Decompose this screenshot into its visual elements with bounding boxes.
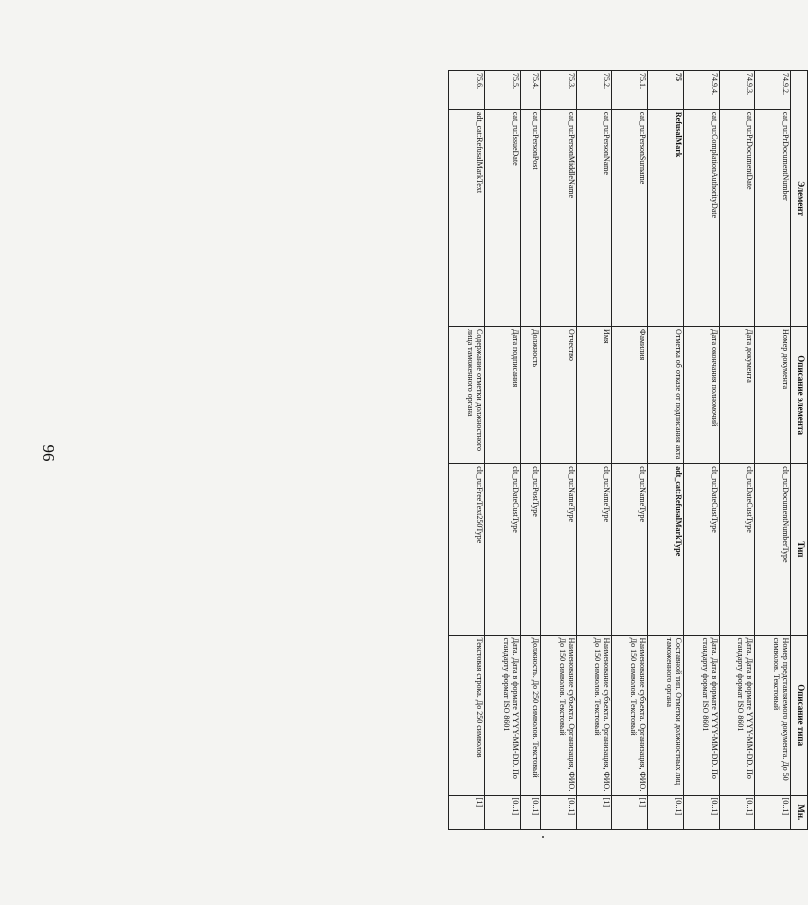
row-num: 75.4. [520,71,540,110]
row-type: clt_ru:DateCustType [484,464,520,635]
row-type-desc: Наименование субъекта. Организация, ФИО. До 150 символов. Текстовый [540,635,576,795]
row-num: 75.6. [449,71,485,110]
row-num: 75.5. [484,71,520,110]
row-type: clt_ru:PostType [520,464,540,635]
row-type-desc: Номер представляемого документа. До 50 символов. Текстовый [755,635,791,795]
rotated-table-wrapper [448,70,808,830]
page-number: 96 [39,444,58,462]
row-element-desc: Дата окончания полномочий [683,327,719,464]
row-element: adt_cat:RefusalMarkText [449,109,485,326]
row-mult: [0..1] [520,795,540,829]
row-num: 74.9.2. [755,71,791,110]
row-num: 75.3. [540,71,576,110]
table-row [484,71,520,830]
row-mult: [0..1] [755,795,791,829]
row-mult: [1] [449,795,485,829]
row-type: clt_ru:DateCustType [683,464,719,635]
row-element: cat_ru:PrDocumentDate [719,109,755,326]
row-mult: [0..1] [484,795,520,829]
row-element: RefusalMark [648,109,684,326]
row-num: 75.2. [576,71,612,110]
table-row [540,71,576,830]
row-element-desc: Дата подписания [484,327,520,464]
row-element-desc: Отметка об отказе от подписания акта [648,327,684,464]
row-type: clt_ru:NameType [576,464,612,635]
row-type-desc: Составной тип. Отметки должностных лиц таможенного органа [648,635,684,795]
row-element-desc: Отчество [540,327,576,464]
row-element: cat_ru:PrDocumentNumber [755,109,791,326]
table-header-row [791,71,808,830]
row-mult: [0..1] [540,795,576,829]
row-type-desc: Дата. Дата в формате YYYY-MM-DD. По стандарту формат ISO 8601 [683,635,719,795]
row-type: adt_cat:RefusalMarkType [648,464,684,635]
row-element-desc: Фамилия [612,327,648,464]
header-type: Тип [791,464,808,635]
row-mult: [0..1] [719,795,755,829]
row-num: 74.9.3. [719,71,755,110]
row-type: clt_ru:DateCustType [719,464,755,635]
row-element: cat_ru:IssueDate [484,109,520,326]
row-type: clt_ru:NameType [540,464,576,635]
row-element: cat_ru:PersonName [576,109,612,326]
row-element-desc: Номер документа [755,327,791,464]
row-element-desc: Дата документа [719,327,755,464]
table-row [576,71,612,830]
row-element-desc: Содержание отметки должностного лица таможенного органа [449,327,485,464]
table-row [648,71,684,830]
row-type-desc: Наименование субъекта. Организация, ФИО. До 150 символов. Текстовый [612,635,648,795]
row-num: 75.1. [612,71,648,110]
row-type-desc: Наименование субъекта. Организация, ФИО. До 150 символов. Текстовый [576,635,612,795]
table-row [449,71,485,830]
row-type-desc: Дата. Дата в формате YYYY-MM-DD. По стандарту формат ISO 8601 [719,635,755,795]
row-mult: [1] [612,795,648,829]
row-num: 75 [648,71,684,110]
row-element: cat_ru:PersonPost [520,109,540,326]
row-num: 74.9.4. [683,71,719,110]
row-element-desc: Должность [520,327,540,464]
row-mult: [1] [576,795,612,829]
row-element: cat_ru:PersonMiddleName [540,109,576,326]
row-element: cat_ru:PersonSurname [612,109,648,326]
row-type-desc: Текстовая строка. До 250 символов [449,635,485,795]
table-row [683,71,719,830]
table-row [612,71,648,830]
table-row [755,71,791,830]
header-mult: Мн. [791,795,808,829]
row-element: cat_ru:ComplationAuthorityDate [683,109,719,326]
row-type: clt_ru:NameType [612,464,648,635]
header-element-desc: Описание элемента [791,327,808,464]
row-type-desc: Дата. Дата в формате YYYY-MM-DD. По стандарту формат ISO 8601 [484,635,520,795]
scan-speck [542,836,544,838]
row-type-desc: Должность. До 250 символов. Текстовый [520,635,540,795]
row-type: clt_ru:FreeText250Type [449,464,485,635]
header-type-desc: Описание типа [791,635,808,795]
header-element: Элемент [791,71,808,327]
row-type: clt_ru:DocumentNumberType [755,464,791,635]
row-mult: [0..1] [683,795,719,829]
row-mult: [0..1] [648,795,684,829]
spec-table [448,70,808,830]
row-element-desc: Имя [576,327,612,464]
table-row [520,71,540,830]
table-row [719,71,755,830]
